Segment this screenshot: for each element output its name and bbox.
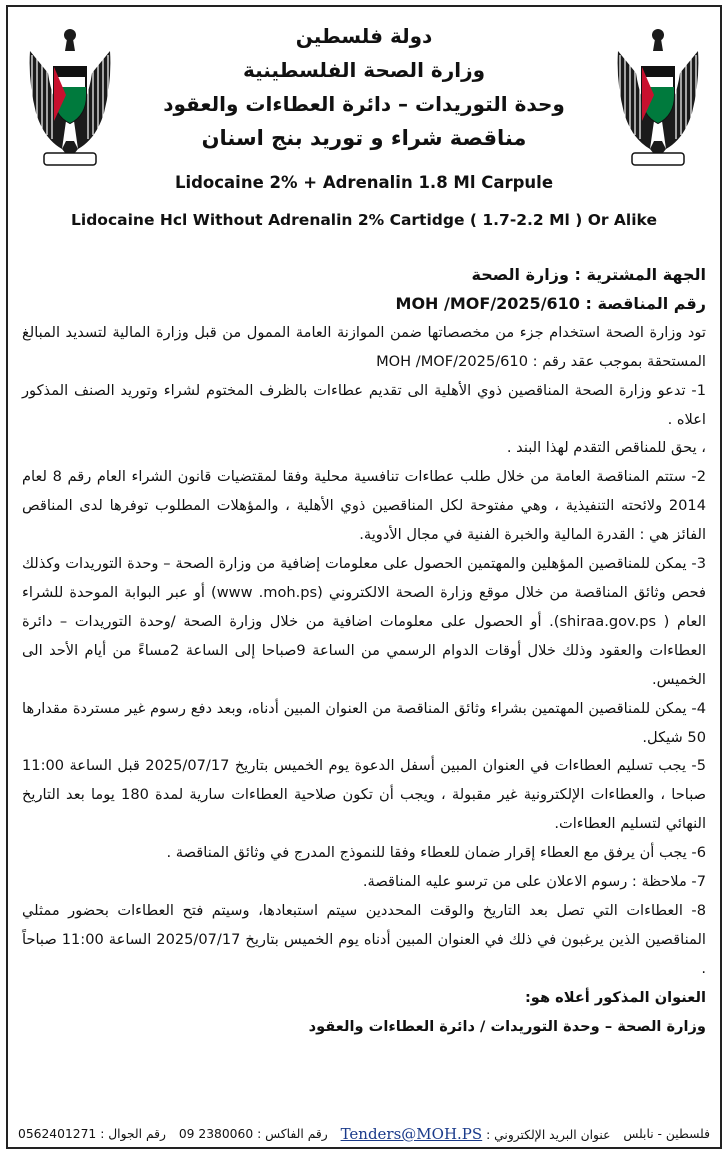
- palestine-eagle-emblem-icon: [22, 21, 118, 169]
- footer-fax-label: رقم الفاكس :: [257, 1127, 328, 1141]
- tender-number: MOH /MOF/2025/610: [395, 293, 580, 313]
- clause-7: 7- ملاحظة : رسوم الاعلان على من ترسو عليه المناقصة.: [362, 873, 706, 891]
- intro-paragraph: تود وزارة الصحة استخدام جزء من مخصصاتها ضمن الموازنة العامة الممول من قبل وزارة المالية لتسديد المبالغ المستحقة بموجب عقد رقم : MOH /MOF/2025/610: [22, 323, 706, 370]
- clause-4: 4- يمكن للمناقصين المهتمين بشراء وثائق المناقصة من العنوان المبين أدناه، وبعد دفع رسوم غير مستردة مقدارها 50 شيكل.: [22, 699, 706, 746]
- footer-fax-group: [179, 1127, 328, 1141]
- tender-notice: [6, 5, 722, 1149]
- clause-1-note: ، يحق للمناقص التقدم لهذا البند .: [506, 439, 706, 457]
- address: وزارة الصحة – وحدة التوريدات / دائرة العطاءات والعقود: [308, 1017, 706, 1035]
- footer-mobile: 0562401271: [18, 1127, 97, 1141]
- clause-8: 8- العطاءات التي تصل بعد التاريخ والوقت المحددين سيتم استبعادها، وسيتم فتح العطاءات بحضور ممثلي المناقصين الذين يرغبون في ذلك في العنوان المبين أدناه يوم الخميس بتاريخ 2025/07/17 الساعة 11:00 صباحاً .: [22, 901, 706, 977]
- ministry-name: وزارة الصحة الفلسطينية: [242, 58, 486, 82]
- contact-footer: [8, 1125, 720, 1143]
- clause-6: 6- يجب أن يرفق مع العطاء إقرار ضمان للعطاء وفقا للنموذج المدرج في وثائق المناقصة .: [166, 844, 706, 862]
- product-line-1: Lidocaine 2% + Adrenalin 1.8 Ml Carpule: [174, 173, 554, 192]
- footer-fax: 09 2380060: [178, 1127, 254, 1141]
- footer-email-group: [341, 1125, 611, 1143]
- tender-title: مناقصة شراء و توريد بنج اسنان: [201, 126, 527, 150]
- palestine-eagle-emblem-icon: [610, 21, 706, 169]
- footer-email-link[interactable]: Tenders@MOH.PS: [340, 1125, 483, 1143]
- header-title-block: [118, 19, 610, 155]
- product-line-2: Lidocaine Hcl Without Adrenalin 2% Cartidge ( 1.7-2.2 Ml ) Or Alike: [71, 211, 657, 229]
- notice-body: [8, 257, 720, 1041]
- clause-3: 3- يمكن للمناقصين المؤهلين والمهتمين الحصول على معلومات إضافية من وزارة الصحة – وحدة التوريدات وكذلك فحص وثائق المناقصة من خلال موقع وزارة الصحة الالكتروني (www .moh.ps) أو عبر البوابة الموحدة للشراء العام ( shiraa.gov.ps). أو الحصول على معلومات اضافية من خلال وزارة الصحة /وحدة التوريدات – دائرة العطاءات والعقود وذلك خلال أوقات الدوام الرسمي من الساعة 9صباحا إلى الساعة 2مساءً من أيام الأحد الى الخميس.: [22, 555, 707, 688]
- clause-2: 2- ستتم المناقصة العامة من خلال طلب عطاءات تنافسية محلية وفقا لمقتضيات قانون الشراء العام رقم 8 لعام 2014 ولائحته التنفيذية ، وهي مفتوحة لكل المناقصين ذوي الأهلية ، والمؤهلات المطلوب توفرها لدى المناقص الفائز هي : القدرة المالية والخبرة الفنية في مجال الأدوية.: [22, 468, 706, 544]
- tender-number-label: رقم المناقصة :: [585, 293, 706, 313]
- address-label: العنوان المذكور أعلاه هو:: [524, 988, 706, 1006]
- footer-mobile-label: رقم الجوال :: [100, 1127, 166, 1141]
- footer-email-label: عنوان البريد الإلكتروني :: [486, 1128, 611, 1142]
- footer-location: فلسطين - نابلس: [623, 1127, 710, 1141]
- tender-number-line: [22, 290, 706, 319]
- footer-mobile-group: [18, 1127, 166, 1141]
- unit-name: وحدة التوريدات – دائرة العطاءات والعقود: [163, 92, 565, 116]
- clause-5: 5- يجب تسليم العطاءات في العنوان المبين أسفل الدعوة يوم الخميس بتاريخ 2025/07/17 قبل الساعة 11:00 صباحا ، والعطاءات الإلكترونية غير مقبولة ، ويجب أن تكون صلاحية العطاءات سارية لمدة 180 يوما بعد التاريخ النهائي لتسليم العطاءات.: [22, 757, 707, 833]
- state-name: دولة فلسطين: [295, 24, 433, 48]
- header: [8, 7, 720, 257]
- clause-1: 1- تدعو وزارة الصحة المناقصين ذوي الأهلية الى تقديم عطاءات بالظرف المختوم لشراء وتوريد الصنف المذكور اعلاه .: [22, 381, 706, 428]
- purchaser: الجهة المشترية : وزارة الصحة: [471, 265, 706, 284]
